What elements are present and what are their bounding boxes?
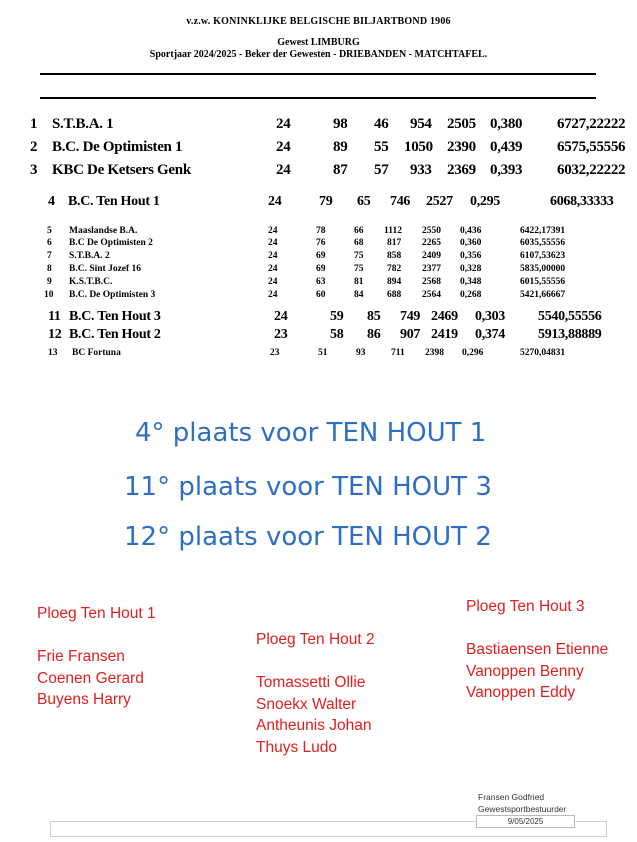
score-cell: 6107,53623 xyxy=(520,251,566,261)
points-won-cell: 51 xyxy=(318,348,328,358)
points-lost-cell: 55 xyxy=(374,139,389,155)
rank-cell: 12 xyxy=(48,327,62,342)
team-name-cell: B.C. Ten Hout 2 xyxy=(69,327,161,342)
team-name-cell: K.S.T.B.C. xyxy=(69,277,113,287)
average-cell: 0,303 xyxy=(475,309,506,324)
innings-cell: 2377 xyxy=(422,264,441,274)
score-cell: 6575,55556 xyxy=(557,139,626,155)
points-won-cell: 69 xyxy=(316,251,326,261)
average-cell: 0,393 xyxy=(490,162,523,178)
team-member: Buyens Harry xyxy=(37,691,131,708)
score-cell: 5540,55556 xyxy=(538,309,602,324)
team-member: Snoekx Walter xyxy=(256,695,357,713)
team-name-cell: S.T.B.A. 1 xyxy=(52,116,114,132)
average-cell: 0,356 xyxy=(460,251,482,261)
team-ten-hout-3 xyxy=(466,596,608,704)
innings-cell: 2527 xyxy=(426,194,453,209)
result-line-ten-hout-2: 12° plaats voor TEN HOUT 2 xyxy=(124,522,492,552)
points-won-cell: 58 xyxy=(330,327,344,342)
rank-cell: 9 xyxy=(47,277,52,287)
header-divider-bottom xyxy=(40,97,596,99)
caroms-cell: 817 xyxy=(387,238,402,248)
matches-cell: 24 xyxy=(276,162,291,178)
caroms-cell: 782 xyxy=(387,264,402,274)
signature-date: 9/05/2025 xyxy=(476,815,575,828)
points-won-cell: 89 xyxy=(333,139,348,155)
points-won-cell: 87 xyxy=(333,162,348,178)
signature-role: Gewestsportbestuurder xyxy=(478,804,567,814)
points-won-cell: 76 xyxy=(316,238,326,248)
points-lost-cell: 85 xyxy=(367,309,381,324)
rank-cell: 4 xyxy=(48,194,55,209)
points-won-cell: 78 xyxy=(316,226,326,236)
points-lost-cell: 93 xyxy=(356,348,366,358)
matches-cell: 24 xyxy=(268,238,278,248)
matches-cell: 24 xyxy=(268,226,278,236)
innings-cell: 2369 xyxy=(447,162,476,178)
innings-cell: 2568 xyxy=(422,277,441,287)
average-cell: 0,296 xyxy=(462,348,484,358)
points-won-cell: 69 xyxy=(316,264,326,274)
points-lost-cell: 81 xyxy=(354,277,364,287)
points-lost-cell: 75 xyxy=(354,251,364,261)
average-cell: 0,439 xyxy=(490,139,523,155)
matches-cell: 23 xyxy=(274,327,288,342)
average-cell: 0,328 xyxy=(460,264,482,274)
score-cell: 5270,04831 xyxy=(520,348,566,358)
caroms-cell: 933 xyxy=(410,162,432,178)
matches-cell: 24 xyxy=(268,264,278,274)
team-name-cell: B.C. Ten Hout 3 xyxy=(69,309,161,324)
team-member: Bastiaensen Etienne xyxy=(466,641,609,658)
average-cell: 0,436 xyxy=(460,226,482,236)
rank-cell: 3 xyxy=(30,162,38,178)
team-name-cell: B.C. De Optimisten 3 xyxy=(69,290,156,300)
team-member: Frie Fransen xyxy=(37,648,125,665)
average-cell: 0,295 xyxy=(470,194,501,209)
caroms-cell: 746 xyxy=(390,194,411,209)
rank-cell: 13 xyxy=(48,348,58,358)
region-title: Gewest LIMBURG xyxy=(277,37,360,48)
points-lost-cell: 86 xyxy=(367,327,381,342)
rank-cell: 11 xyxy=(48,309,61,324)
average-cell: 0,380 xyxy=(490,116,523,132)
caroms-cell: 954 xyxy=(410,116,432,132)
team-name-cell: B.C. Sint Jozef 16 xyxy=(69,264,142,274)
score-cell: 6068,33333 xyxy=(550,194,614,209)
result-line-ten-hout-3: 11° plaats voor TEN HOUT 3 xyxy=(124,472,492,502)
score-cell: 6035,55556 xyxy=(520,238,566,248)
team-name-cell: S.T.B.A. 2 xyxy=(69,251,110,261)
points-won-cell: 60 xyxy=(316,290,326,300)
points-lost-cell: 68 xyxy=(354,238,364,248)
team-ten-hout-2 xyxy=(256,629,375,758)
score-cell: 6727,22222 xyxy=(557,116,626,132)
matches-cell: 24 xyxy=(268,290,278,300)
innings-cell: 2419 xyxy=(431,327,458,342)
points-lost-cell: 57 xyxy=(374,162,389,178)
points-lost-cell: 66 xyxy=(354,226,364,236)
team-name-cell: B.C. De Optimisten 1 xyxy=(52,139,183,155)
matches-cell: 24 xyxy=(268,277,278,287)
points-won-cell: 63 xyxy=(316,277,326,287)
caroms-cell: 688 xyxy=(387,290,402,300)
innings-cell: 2550 xyxy=(422,226,441,236)
rank-cell: 1 xyxy=(30,116,38,132)
points-won-cell: 98 xyxy=(333,116,348,132)
caroms-cell: 858 xyxy=(387,251,402,261)
points-won-cell: 59 xyxy=(330,309,344,324)
average-cell: 0,348 xyxy=(460,277,482,287)
score-cell: 6422,17391 xyxy=(520,226,566,236)
team-title: Ploeg Ten Hout 2 xyxy=(256,631,375,648)
matches-cell: 24 xyxy=(276,116,291,132)
points-lost-cell: 84 xyxy=(354,290,364,300)
score-cell: 5913,88889 xyxy=(538,327,602,342)
rank-cell: 10 xyxy=(44,290,54,300)
innings-cell: 2390 xyxy=(447,139,476,155)
team-name-cell: KBC De Ketsers Genk xyxy=(52,162,191,178)
points-lost-cell: 46 xyxy=(374,116,389,132)
team-member: Tomassetti Ollie xyxy=(256,674,366,691)
innings-cell: 2265 xyxy=(422,238,441,248)
matches-cell: 24 xyxy=(268,194,282,209)
score-cell: 6015,55556 xyxy=(520,277,566,287)
innings-cell: 2505 xyxy=(447,116,476,132)
caroms-cell: 711 xyxy=(391,348,405,358)
score-cell: 5421,66667 xyxy=(520,290,566,300)
matches-cell: 24 xyxy=(268,251,278,261)
header-divider-top xyxy=(40,73,596,75)
caroms-cell: 894 xyxy=(387,277,402,287)
team-title: Ploeg Ten Hout 3 xyxy=(466,598,585,615)
innings-cell: 2469 xyxy=(431,309,458,324)
caroms-cell: 749 xyxy=(400,309,421,324)
average-cell: 0,374 xyxy=(475,327,506,342)
rank-cell: 6 xyxy=(47,238,52,248)
team-name-cell: Maaslandse B.A. xyxy=(69,226,138,236)
team-title: Ploeg Ten Hout 1 xyxy=(37,605,156,622)
matches-cell: 24 xyxy=(274,309,288,324)
team-member: Antheunis Johan xyxy=(256,717,372,734)
innings-cell: 2398 xyxy=(425,348,444,358)
points-won-cell: 79 xyxy=(319,194,333,209)
caroms-cell: 1112 xyxy=(384,226,402,236)
caroms-cell: 1050 xyxy=(404,139,433,155)
score-cell: 6032,22222 xyxy=(557,162,626,178)
average-cell: 0,268 xyxy=(460,290,482,300)
federation-title: v.z.w. KONINKLIJKE BELGISCHE BILJARTBOND 1906 xyxy=(186,16,451,27)
team-ten-hout-1 xyxy=(37,603,156,711)
team-member: Thuys Ludo xyxy=(256,738,337,756)
matches-cell: 23 xyxy=(270,348,280,358)
points-lost-cell: 65 xyxy=(357,194,371,209)
team-name-cell: BC Fortuna xyxy=(72,348,121,358)
team-member: Vanoppen Benny xyxy=(466,662,584,680)
team-name-cell: B.C De Optimisten 2 xyxy=(69,238,153,248)
signature-name: Fransen Godfried xyxy=(478,792,545,802)
rank-cell: 5 xyxy=(47,226,52,236)
result-line-ten-hout-1: 4° plaats voor TEN HOUT 1 xyxy=(135,418,487,448)
caroms-cell: 907 xyxy=(400,327,421,342)
points-lost-cell: 75 xyxy=(354,264,364,274)
score-cell: 5835,00000 xyxy=(520,264,566,274)
team-member: Coenen Gerard xyxy=(37,669,144,687)
season-title: Sportjaar 2024/2025 - Beker der Gewesten - DRIEBANDEN - MATCHTAFEL. xyxy=(149,49,488,60)
average-cell: 0,360 xyxy=(460,238,482,248)
innings-cell: 2564 xyxy=(422,290,441,300)
innings-cell: 2409 xyxy=(422,251,441,261)
team-member: Vanoppen Eddy xyxy=(466,684,576,701)
team-name-cell: B.C. Ten Hout 1 xyxy=(68,194,160,209)
rank-cell: 7 xyxy=(47,251,52,261)
rank-cell: 2 xyxy=(30,139,38,155)
rank-cell: 8 xyxy=(47,264,52,274)
matches-cell: 24 xyxy=(276,139,291,155)
